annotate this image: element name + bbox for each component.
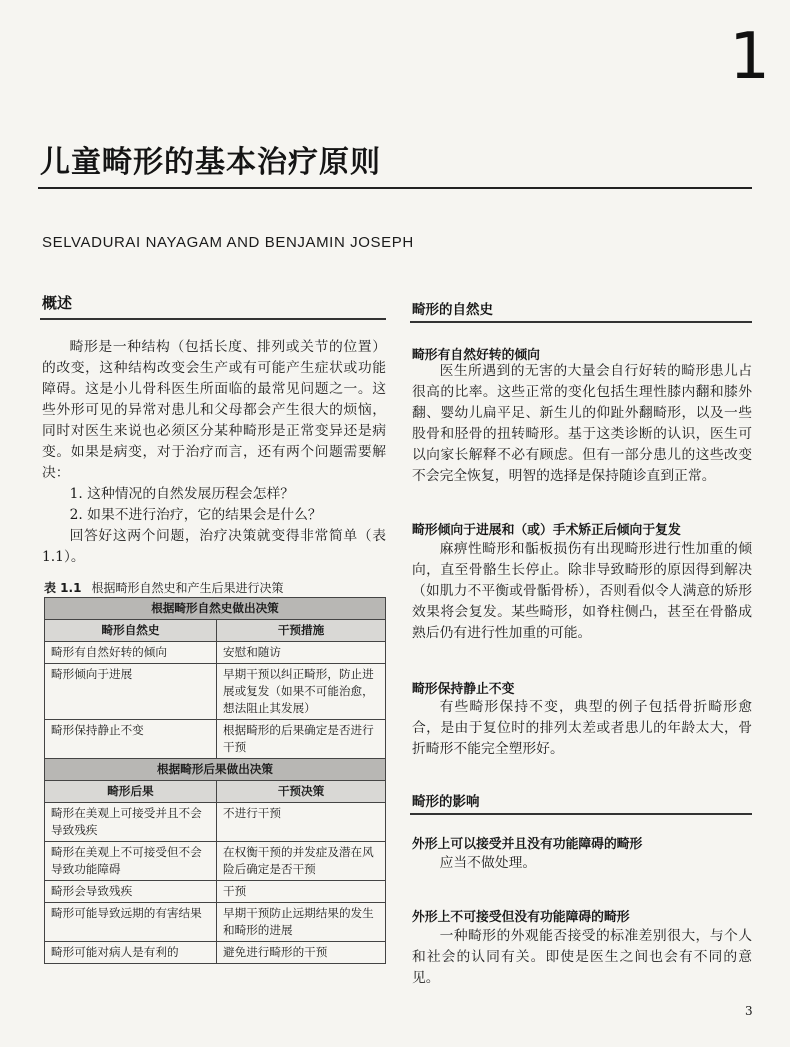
table-caption <box>44 579 283 596</box>
table-label: 表 1.1 <box>44 581 82 595</box>
table-row <box>45 842 386 881</box>
table-group-header <box>45 759 386 781</box>
natural-history-rule <box>410 321 752 323</box>
nh-paragraph-1: 医生所遇到的无害的大量会自行好转的畸形患儿占很高的比率。这些正常的变化包括生理性膝内翻和膝外翻、婴幼儿扁平足、新生儿的仰趾外翻畸形，以及一些股骨和胫骨的扭转畸形。基于这类诊断的认识，医生可以向家长解释不必有顾虑。但有一部分患儿的这些改变不会完全恢复，明智的选择是保持随诊直到正常。 <box>412 363 752 484</box>
nh-text-3 <box>412 697 752 760</box>
impact-text-2 <box>412 926 752 989</box>
table-cell: 畸形保持静止不变 <box>45 720 217 759</box>
title-rule <box>38 187 752 189</box>
table-cell: 避免进行畸形的干预 <box>217 942 386 964</box>
table-cell: 畸形会导致残疾 <box>45 881 217 903</box>
table-row <box>45 720 386 759</box>
impact-text-1 <box>412 853 752 874</box>
table-caption-text: 根据畸形自然史和产生后果进行决策 <box>91 581 284 595</box>
group1-col2: 干预措施 <box>217 620 386 642</box>
table-group-header <box>45 598 386 620</box>
table-column-header <box>45 781 386 803</box>
impact-subheading-1: 外形上可以接受并且没有功能障碍的畸形 <box>412 837 643 852</box>
impact-heading: 畸形的影响 <box>412 794 480 810</box>
table-cell: 根据畸形的后果确定是否进行干预 <box>217 720 386 759</box>
table-row <box>45 881 386 903</box>
nh-subheading-3: 畸形保持静止不变 <box>412 682 515 697</box>
table-column-header <box>45 620 386 642</box>
nh-paragraph-3: 有些畸形保持不变，典型的例子包括骨折畸形愈合，是由于复位时的排列太差或者患儿的年龄太大，骨折畸形不能完全塑形好。 <box>412 699 752 757</box>
table-row <box>45 803 386 842</box>
page-number: 3 <box>745 1004 753 1018</box>
nh-text-1 <box>412 361 752 487</box>
overview-closing: 回答好这两个问题，治疗决策就变得非常简单（表 1.1）。 <box>42 528 386 565</box>
table-row <box>45 664 386 720</box>
overview-heading: 概述 <box>42 294 73 312</box>
group2-col2: 干预决策 <box>217 781 386 803</box>
nh-paragraph-2: 麻痹性畸形和骺板损伤有出现畸形进行性加重的倾向，直至骨骼生长停止。除非导致畸形的原因得到解决（如肌力不平衡或骨骺骨桥），否则看似令人满意的矫形效果将会复发。某些畸形，如脊柱侧凸，甚至在骨骼成熟后仍有进行性加重的可能。 <box>412 541 752 641</box>
group1-col1: 畸形自然史 <box>45 620 217 642</box>
table-cell: 安慰和随访 <box>217 642 386 664</box>
group1-title: 根据畸形自然史做出决策 <box>45 598 386 620</box>
table-cell: 不进行干预 <box>217 803 386 842</box>
nh-subheading-1: 畸形有自然好转的倾向 <box>412 348 540 363</box>
table-cell: 畸形在美观上可接受并且不会导致残疾 <box>45 803 217 842</box>
table-cell: 畸形可能导致远期的有害结果 <box>45 903 217 942</box>
nh-subheading-2: 畸形倾向于进展和（或）手术矫正后倾向于复发 <box>412 523 681 538</box>
nh-text-2 <box>412 539 752 644</box>
decision-table <box>44 597 386 964</box>
overview-paragraph: 畸形是一种结构（包括长度、排列或关节的位置）的改变，这种结构改变会生产或有可能产生症状或功能障碍。这是小儿骨科医生所面临的最常见问题之一。这些外形可见的异常对患儿和父母都会产生很大的烦恼，同时对医生来说也必须区分某种畸形是正常变异还是病变。如果是病变，对于治疗而言，还有两个问题需要解决： <box>42 339 386 481</box>
table-cell: 干预 <box>217 881 386 903</box>
group2-title: 根据畸形后果做出决策 <box>45 759 386 781</box>
table-cell: 畸形倾向于进展 <box>45 664 217 720</box>
table-row <box>45 642 386 664</box>
table-cell: 畸形有自然好转的倾向 <box>45 642 217 664</box>
group2-col1: 畸形后果 <box>45 781 217 803</box>
impact-subheading-2: 外形上不可接受但没有功能障碍的畸形 <box>412 910 630 925</box>
table-row <box>45 942 386 964</box>
table-cell: 畸形可能对病人是有利的 <box>45 942 217 964</box>
table-cell: 早期干预防止远期结果的发生和畸形的进展 <box>217 903 386 942</box>
impact-rule <box>410 813 752 815</box>
question-2: 2. 如果不进行治疗，它的结果会是什么？ <box>69 507 322 523</box>
overview-body <box>42 337 386 568</box>
impact-paragraph-1: 应当不做处理。 <box>439 855 537 871</box>
authors: SELVADURAI NAYAGAM AND BENJAMIN JOSEPH <box>42 234 414 251</box>
table-cell: 早期干预以纠正畸形，防止进展或复发（如果不可能治愈，想法阻止其发展） <box>217 664 386 720</box>
question-1: 1. 这种情况的自然发展历程会怎样？ <box>69 486 295 502</box>
table-cell: 在权衡干预的并发症及潜在风险后确定是否干预 <box>217 842 386 881</box>
impact-paragraph-2: 一种畸形的外观能否接受的标准差别很大，与个人和社会的认同有关。即使是医生之间也会有不同的意见。 <box>412 928 752 986</box>
chapter-title: 儿童畸形的基本治疗原则 <box>40 145 381 180</box>
table-cell: 畸形在美观上不可接受但不会导致功能障碍 <box>45 842 217 881</box>
chapter-number: 1 <box>729 20 770 94</box>
natural-history-heading: 畸形的自然史 <box>412 302 493 318</box>
table-row <box>45 903 386 942</box>
overview-rule <box>40 318 386 320</box>
